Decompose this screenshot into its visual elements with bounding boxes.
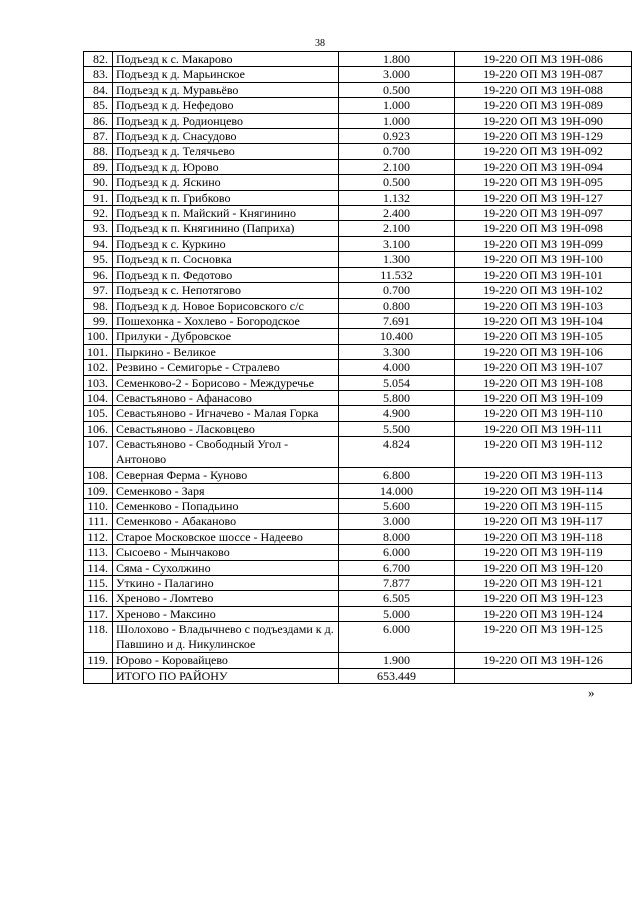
- road-code: 19-220 ОП МЗ 19Н-097: [455, 206, 632, 221]
- road-name: Сяма - Сухолжино: [113, 560, 339, 575]
- road-name: Подъезд к д. Телячьево: [113, 144, 339, 159]
- road-name: Старое Московское шоссе - Надеево: [113, 529, 339, 544]
- table-row: [84, 406, 632, 421]
- road-code: 19-220 ОП МЗ 19Н-121: [455, 576, 632, 591]
- road-length: 3.300: [339, 344, 455, 359]
- road-name: Семенково - Абаканово: [113, 514, 339, 529]
- road-length: 14.000: [339, 483, 455, 498]
- road-name: Семенково - Попадьино: [113, 498, 339, 513]
- row-number: 110.: [84, 498, 113, 513]
- road-name: Пошехонка - Хохлево - Богородское: [113, 313, 339, 328]
- road-name: Подъезд к п. Грибково: [113, 190, 339, 205]
- road-name: Подъезд к д. Муравьёво: [113, 82, 339, 97]
- row-number: 108.: [84, 468, 113, 483]
- table-row: [84, 437, 632, 468]
- road-length: 5.054: [339, 375, 455, 390]
- table-row: [84, 252, 632, 267]
- road-code: 19-220 ОП МЗ 19Н-109: [455, 390, 632, 405]
- row-number: 98.: [84, 298, 113, 313]
- row-number: 111.: [84, 514, 113, 529]
- road-code: 19-220 ОП МЗ 19Н-127: [455, 190, 632, 205]
- road-code: 19-220 ОП МЗ 19Н-095: [455, 175, 632, 190]
- road-code: 19-220 ОП МЗ 19Н-094: [455, 159, 632, 174]
- road-name: Севастьяново - Свободный Угол - Антоново: [113, 437, 339, 468]
- road-name: Подъезд к д. Новое Борисовского с/с: [113, 298, 339, 313]
- row-number: 99.: [84, 313, 113, 328]
- closing-quote-mark: »: [588, 685, 595, 700]
- total-code-cell: [455, 668, 632, 683]
- road-length: 6.700: [339, 560, 455, 575]
- road-length: 8.000: [339, 529, 455, 544]
- table-row: [84, 221, 632, 236]
- road-name: Хреново - Ломтево: [113, 591, 339, 606]
- road-length: 2.400: [339, 206, 455, 221]
- road-name: Подъезд к д. Яскино: [113, 175, 339, 190]
- road-code: 19-220 ОП МЗ 19Н-120: [455, 560, 632, 575]
- road-length: 5.000: [339, 606, 455, 621]
- road-name: Подъезд к п. Княгинино (Паприха): [113, 221, 339, 236]
- table-row: [84, 67, 632, 82]
- total-label: ИТОГО ПО РАЙОНУ: [113, 668, 339, 683]
- road-code: 19-220 ОП МЗ 19Н-102: [455, 283, 632, 298]
- row-number: 89.: [84, 159, 113, 174]
- table-row: [84, 190, 632, 205]
- road-length: 7.877: [339, 576, 455, 591]
- road-name: Подъезд к с. Макарово: [113, 52, 339, 67]
- road-code: 19-220 ОП МЗ 19Н-125: [455, 622, 632, 653]
- row-number: 117.: [84, 606, 113, 621]
- row-number: 105.: [84, 406, 113, 421]
- road-length: 1.000: [339, 113, 455, 128]
- road-length: 6.800: [339, 468, 455, 483]
- road-table: [83, 51, 632, 684]
- road-length: 1.300: [339, 252, 455, 267]
- road-length: 4.824: [339, 437, 455, 468]
- road-code: 19-220 ОП МЗ 19Н-086: [455, 52, 632, 67]
- road-name: Подъезд к с. Непотягово: [113, 283, 339, 298]
- row-number: 113.: [84, 545, 113, 560]
- row-number: 118.: [84, 622, 113, 653]
- row-number: 114.: [84, 560, 113, 575]
- road-name: Подъезд к д. Марьинское: [113, 67, 339, 82]
- road-code: 19-220 ОП МЗ 19Н-101: [455, 267, 632, 282]
- road-name: Сысоево - Мынчаково: [113, 545, 339, 560]
- row-number: 103.: [84, 375, 113, 390]
- table-row: [84, 236, 632, 251]
- road-code: 19-220 ОП МЗ 19Н-110: [455, 406, 632, 421]
- road-code: 19-220 ОП МЗ 19Н-114: [455, 483, 632, 498]
- table-row: [84, 283, 632, 298]
- table-row: [84, 514, 632, 529]
- row-number: 87.: [84, 129, 113, 144]
- road-code: 19-220 ОП МЗ 19Н-088: [455, 82, 632, 97]
- road-length: 0.923: [339, 129, 455, 144]
- road-length: 0.500: [339, 175, 455, 190]
- row-number: 94.: [84, 236, 113, 251]
- page-number: 38: [315, 38, 325, 49]
- road-length: 1.132: [339, 190, 455, 205]
- table-row: [84, 329, 632, 344]
- road-code: 19-220 ОП МЗ 19Н-099: [455, 236, 632, 251]
- road-length: 5.800: [339, 390, 455, 405]
- row-number: 100.: [84, 329, 113, 344]
- road-code: 19-220 ОП МЗ 19Н-100: [455, 252, 632, 267]
- row-number: 91.: [84, 190, 113, 205]
- road-length: 11.532: [339, 267, 455, 282]
- table-row: [84, 313, 632, 328]
- table-row: [84, 52, 632, 67]
- road-name: Резвино - Семигорье - Стралево: [113, 360, 339, 375]
- table-row: [84, 498, 632, 513]
- road-code: 19-220 ОП МЗ 19Н-129: [455, 129, 632, 144]
- road-name: Подъезд к с. Куркино: [113, 236, 339, 251]
- table-row: [84, 267, 632, 282]
- road-code: 19-220 ОП МЗ 19Н-118: [455, 529, 632, 544]
- road-length: 0.700: [339, 283, 455, 298]
- road-code: 19-220 ОП МЗ 19Н-124: [455, 606, 632, 621]
- road-length: 0.700: [339, 144, 455, 159]
- table-row: [84, 175, 632, 190]
- road-name: Семенково-2 - Борисово - Междуречье: [113, 375, 339, 390]
- road-length: 3.000: [339, 514, 455, 529]
- row-number: 90.: [84, 175, 113, 190]
- road-name: Хреново - Максино: [113, 606, 339, 621]
- road-code: 19-220 ОП МЗ 19Н-107: [455, 360, 632, 375]
- road-code: 19-220 ОП МЗ 19Н-087: [455, 67, 632, 82]
- road-length: 6.505: [339, 591, 455, 606]
- table-row: [84, 298, 632, 313]
- row-number: 83.: [84, 67, 113, 82]
- row-number: 97.: [84, 283, 113, 298]
- total-row: [84, 668, 632, 683]
- road-length: 0.800: [339, 298, 455, 313]
- road-name: Севастьяново - Афанасово: [113, 390, 339, 405]
- road-code: 19-220 ОП МЗ 19Н-090: [455, 113, 632, 128]
- total-num-cell: [84, 668, 113, 683]
- row-number: 88.: [84, 144, 113, 159]
- road-code: 19-220 ОП МЗ 19Н-089: [455, 98, 632, 113]
- table-row: [84, 360, 632, 375]
- table-row: [84, 421, 632, 436]
- row-number: 95.: [84, 252, 113, 267]
- road-name: Пыркино - Великое: [113, 344, 339, 359]
- table-row: [84, 483, 632, 498]
- row-number: 96.: [84, 267, 113, 282]
- row-number: 86.: [84, 113, 113, 128]
- row-number: 101.: [84, 344, 113, 359]
- row-number: 106.: [84, 421, 113, 436]
- road-code: 19-220 ОП МЗ 19Н-115: [455, 498, 632, 513]
- road-code: 19-220 ОП МЗ 19Н-104: [455, 313, 632, 328]
- row-number: 119.: [84, 653, 113, 668]
- road-code: 19-220 ОП МЗ 19Н-113: [455, 468, 632, 483]
- table-row: [84, 113, 632, 128]
- row-number: 107.: [84, 437, 113, 468]
- road-name: Подъезд к п. Федотово: [113, 267, 339, 282]
- road-length: 3.100: [339, 236, 455, 251]
- road-name: Севастьяново - Игначево - Малая Горка: [113, 406, 339, 421]
- road-length: 6.000: [339, 545, 455, 560]
- table-row: [84, 576, 632, 591]
- table-row: [84, 545, 632, 560]
- table-row: [84, 529, 632, 544]
- row-number: 115.: [84, 576, 113, 591]
- road-name: Севастьяново - Ласковцево: [113, 421, 339, 436]
- row-number: 104.: [84, 390, 113, 405]
- road-name: Подъезд к д. Снасудово: [113, 129, 339, 144]
- road-code: 19-220 ОП МЗ 19Н-119: [455, 545, 632, 560]
- road-length: 1.800: [339, 52, 455, 67]
- road-length: 4.900: [339, 406, 455, 421]
- road-code: 19-220 ОП МЗ 19Н-108: [455, 375, 632, 390]
- road-length: 1.900: [339, 653, 455, 668]
- table-row: [84, 344, 632, 359]
- road-name: Подъезд к д. Нефедово: [113, 98, 339, 113]
- row-number: 85.: [84, 98, 113, 113]
- road-length: 2.100: [339, 221, 455, 236]
- row-number: 112.: [84, 529, 113, 544]
- table-row: [84, 653, 632, 668]
- table-row: [84, 375, 632, 390]
- row-number: 109.: [84, 483, 113, 498]
- row-number: 93.: [84, 221, 113, 236]
- table-row: [84, 98, 632, 113]
- road-code: 19-220 ОП МЗ 19Н-092: [455, 144, 632, 159]
- road-name: Шолохово - Владычнево с подъездами к д. Павшино и д. Никулинское: [113, 622, 339, 653]
- road-length: 5.500: [339, 421, 455, 436]
- road-code: 19-220 ОП МЗ 19Н-111: [455, 421, 632, 436]
- table-row: [84, 622, 632, 653]
- road-name: Подъезд к п. Сосновка: [113, 252, 339, 267]
- table-row: [84, 560, 632, 575]
- road-name: Северная Ферма - Куново: [113, 468, 339, 483]
- road-length: 7.691: [339, 313, 455, 328]
- road-code: 19-220 ОП МЗ 19Н-117: [455, 514, 632, 529]
- row-number: 102.: [84, 360, 113, 375]
- road-name: Уткино - Палагино: [113, 576, 339, 591]
- total-length: 653.449: [339, 668, 455, 683]
- table-row: [84, 390, 632, 405]
- road-name: Подъезд к д. Родионцево: [113, 113, 339, 128]
- road-code: 19-220 ОП МЗ 19Н-103: [455, 298, 632, 313]
- road-length: 0.500: [339, 82, 455, 97]
- road-code: 19-220 ОП МЗ 19Н-106: [455, 344, 632, 359]
- road-code: 19-220 ОП МЗ 19Н-126: [455, 653, 632, 668]
- road-length: 4.000: [339, 360, 455, 375]
- road-name: Юрово - Коровайцево: [113, 653, 339, 668]
- table-row: [84, 468, 632, 483]
- table-row: [84, 82, 632, 97]
- road-length: 2.100: [339, 159, 455, 174]
- road-length: 1.000: [339, 98, 455, 113]
- road-length: 3.000: [339, 67, 455, 82]
- row-number: 92.: [84, 206, 113, 221]
- road-code: 19-220 ОП МЗ 19Н-098: [455, 221, 632, 236]
- road-code: 19-220 ОП МЗ 19Н-112: [455, 437, 632, 468]
- road-length: 10.400: [339, 329, 455, 344]
- table-row: [84, 159, 632, 174]
- table-row: [84, 206, 632, 221]
- road-code: 19-220 ОП МЗ 19Н-123: [455, 591, 632, 606]
- road-name: Подъезд к д. Юрово: [113, 159, 339, 174]
- row-number: 82.: [84, 52, 113, 67]
- road-table-body: [84, 52, 632, 684]
- row-number: 116.: [84, 591, 113, 606]
- road-name: Прилуки - Дубровское: [113, 329, 339, 344]
- table-row: [84, 606, 632, 621]
- road-length: 5.600: [339, 498, 455, 513]
- road-name: Подъезд к п. Майский - Княгинино: [113, 206, 339, 221]
- road-length: 6.000: [339, 622, 455, 653]
- road-name: Семенково - Заря: [113, 483, 339, 498]
- table-row: [84, 591, 632, 606]
- table-row: [84, 144, 632, 159]
- road-code: 19-220 ОП МЗ 19Н-105: [455, 329, 632, 344]
- row-number: 84.: [84, 82, 113, 97]
- table-row: [84, 129, 632, 144]
